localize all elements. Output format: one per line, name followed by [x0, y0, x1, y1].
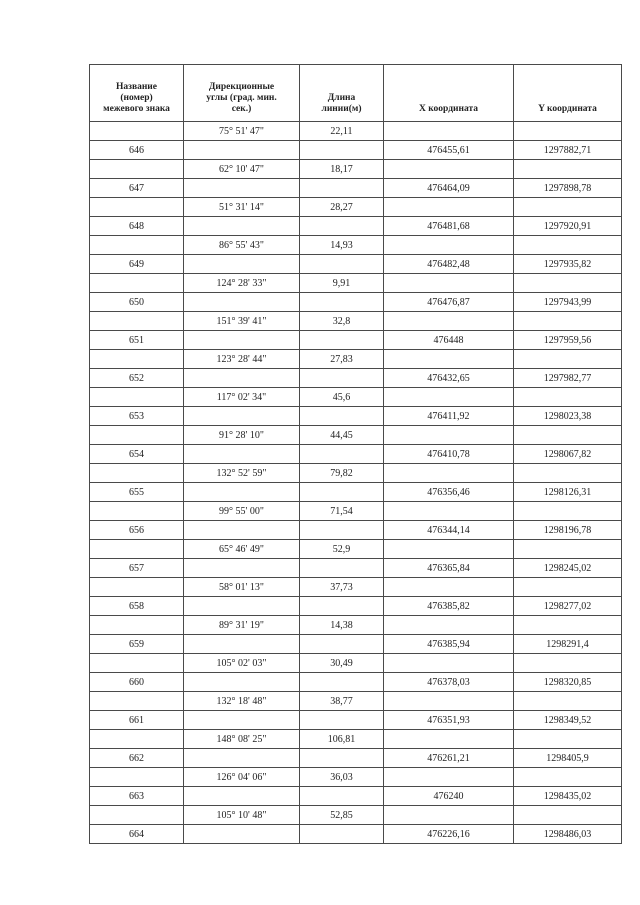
- segment-angle: 89° 31' 19": [184, 616, 300, 635]
- segment-y-cell: [514, 160, 622, 179]
- segment-row: [90, 274, 622, 293]
- point-row: [90, 331, 622, 350]
- point-x-coordinate: 476476,87: [384, 293, 514, 312]
- point-y-coordinate: 1298196,78: [514, 521, 622, 540]
- point-x-coordinate: 476455,61: [384, 141, 514, 160]
- point-mark-name: 649: [90, 255, 184, 274]
- point-mark-name: 650: [90, 293, 184, 312]
- segment-row: [90, 540, 622, 559]
- segment-name-cell: [90, 768, 184, 787]
- segment-row: [90, 616, 622, 635]
- segment-y-cell: [514, 730, 622, 749]
- segment-row: [90, 236, 622, 255]
- segment-name-cell: [90, 312, 184, 331]
- segment-y-cell: [514, 312, 622, 331]
- segment-x-cell: [384, 350, 514, 369]
- point-angle-cell: [184, 673, 300, 692]
- segment-row: [90, 350, 622, 369]
- segment-x-cell: [384, 502, 514, 521]
- point-angle-cell: [184, 787, 300, 806]
- segment-length: 45,6: [300, 388, 384, 407]
- segment-y-cell: [514, 464, 622, 483]
- point-length-cell: [300, 483, 384, 502]
- point-x-coordinate: 476356,46: [384, 483, 514, 502]
- point-angle-cell: [184, 711, 300, 730]
- point-x-coordinate: 476410,78: [384, 445, 514, 464]
- segment-name-cell: [90, 654, 184, 673]
- segment-y-cell: [514, 806, 622, 825]
- segment-name-cell: [90, 616, 184, 635]
- segment-row: [90, 312, 622, 331]
- segment-angle: 124° 28' 33": [184, 274, 300, 293]
- point-mark-name: 647: [90, 179, 184, 198]
- segment-length: 32,8: [300, 312, 384, 331]
- segment-name-cell: [90, 388, 184, 407]
- point-row: [90, 407, 622, 426]
- point-x-coordinate: 476432,65: [384, 369, 514, 388]
- point-length-cell: [300, 179, 384, 198]
- point-y-coordinate: 1297920,91: [514, 217, 622, 236]
- point-x-coordinate: 476385,82: [384, 597, 514, 616]
- segment-row: [90, 502, 622, 521]
- point-mark-name: 657: [90, 559, 184, 578]
- segment-row: [90, 122, 622, 141]
- segment-x-cell: [384, 160, 514, 179]
- segment-angle: 105° 10' 48": [184, 806, 300, 825]
- segment-x-cell: [384, 768, 514, 787]
- point-row: [90, 635, 622, 654]
- segment-y-cell: [514, 540, 622, 559]
- point-row: [90, 217, 622, 236]
- point-x-coordinate: 476261,21: [384, 749, 514, 768]
- point-angle-cell: [184, 825, 300, 844]
- segment-row: [90, 388, 622, 407]
- segment-name-cell: [90, 274, 184, 293]
- segment-x-cell: [384, 236, 514, 255]
- point-angle-cell: [184, 255, 300, 274]
- point-mark-name: 659: [90, 635, 184, 654]
- segment-x-cell: [384, 806, 514, 825]
- segment-x-cell: [384, 692, 514, 711]
- point-row: [90, 255, 622, 274]
- point-angle-cell: [184, 749, 300, 768]
- point-y-coordinate: 1297982,77: [514, 369, 622, 388]
- segment-angle: 123° 28' 44": [184, 350, 300, 369]
- segment-name-cell: [90, 806, 184, 825]
- segment-x-cell: [384, 388, 514, 407]
- point-length-cell: [300, 445, 384, 464]
- point-mark-name: 648: [90, 217, 184, 236]
- segment-length: 14,38: [300, 616, 384, 635]
- point-y-coordinate: 1297959,56: [514, 331, 622, 350]
- point-y-coordinate: 1298126,31: [514, 483, 622, 502]
- point-x-coordinate: 476481,68: [384, 217, 514, 236]
- point-x-coordinate: 476344,14: [384, 521, 514, 540]
- segment-length: 30,49: [300, 654, 384, 673]
- segment-length: 44,45: [300, 426, 384, 445]
- segment-y-cell: [514, 122, 622, 141]
- point-x-coordinate: 476226,16: [384, 825, 514, 844]
- point-mark-name: 663: [90, 787, 184, 806]
- point-mark-name: 652: [90, 369, 184, 388]
- point-length-cell: [300, 293, 384, 312]
- header-x-coordinate: X координата: [384, 65, 514, 122]
- segment-angle: 91° 28' 10": [184, 426, 300, 445]
- segment-length: 52,9: [300, 540, 384, 559]
- point-length-cell: [300, 255, 384, 274]
- segment-name-cell: [90, 464, 184, 483]
- point-angle-cell: [184, 521, 300, 540]
- segment-row: [90, 806, 622, 825]
- point-y-coordinate: 1298277,02: [514, 597, 622, 616]
- segment-name-cell: [90, 730, 184, 749]
- segment-length: 27,83: [300, 350, 384, 369]
- point-row: [90, 597, 622, 616]
- segment-length: 36,03: [300, 768, 384, 787]
- point-length-cell: [300, 521, 384, 540]
- segment-length: 38,77: [300, 692, 384, 711]
- segment-name-cell: [90, 426, 184, 445]
- point-length-cell: [300, 217, 384, 236]
- point-mark-name: 656: [90, 521, 184, 540]
- segment-row: [90, 730, 622, 749]
- segment-x-cell: [384, 730, 514, 749]
- point-length-cell: [300, 787, 384, 806]
- point-angle-cell: [184, 293, 300, 312]
- point-row: [90, 483, 622, 502]
- point-length-cell: [300, 369, 384, 388]
- segment-name-cell: [90, 502, 184, 521]
- point-angle-cell: [184, 217, 300, 236]
- point-length-cell: [300, 141, 384, 160]
- segment-y-cell: [514, 350, 622, 369]
- segment-x-cell: [384, 426, 514, 445]
- segment-row: [90, 464, 622, 483]
- point-row: [90, 825, 622, 844]
- point-length-cell: [300, 749, 384, 768]
- point-angle-cell: [184, 369, 300, 388]
- segment-x-cell: [384, 464, 514, 483]
- segment-x-cell: [384, 274, 514, 293]
- segment-length: 37,73: [300, 578, 384, 597]
- point-mark-name: 655: [90, 483, 184, 502]
- segment-x-cell: [384, 616, 514, 635]
- point-y-coordinate: 1297898,78: [514, 179, 622, 198]
- point-x-coordinate: 476378,03: [384, 673, 514, 692]
- segment-name-cell: [90, 236, 184, 255]
- point-x-coordinate: 476464,09: [384, 179, 514, 198]
- point-y-coordinate: 1297882,71: [514, 141, 622, 160]
- segment-x-cell: [384, 578, 514, 597]
- point-y-coordinate: 1297935,82: [514, 255, 622, 274]
- segment-angle: 65° 46' 49": [184, 540, 300, 559]
- point-mark-name: 646: [90, 141, 184, 160]
- segment-angle: 75° 51' 47": [184, 122, 300, 141]
- point-row: [90, 559, 622, 578]
- point-x-coordinate: 476385,94: [384, 635, 514, 654]
- point-row: [90, 711, 622, 730]
- segment-angle: 148° 08' 25": [184, 730, 300, 749]
- point-x-coordinate: 476240: [384, 787, 514, 806]
- segment-row: [90, 654, 622, 673]
- segment-length: 14,93: [300, 236, 384, 255]
- segment-x-cell: [384, 122, 514, 141]
- point-mark-name: 662: [90, 749, 184, 768]
- segment-row: [90, 160, 622, 179]
- segment-length: 22,11: [300, 122, 384, 141]
- point-mark-name: 661: [90, 711, 184, 730]
- point-length-cell: [300, 711, 384, 730]
- header-row: [90, 65, 622, 122]
- point-x-coordinate: 476411,92: [384, 407, 514, 426]
- point-x-coordinate: 476482,48: [384, 255, 514, 274]
- segment-row: [90, 768, 622, 787]
- point-angle-cell: [184, 445, 300, 464]
- point-x-coordinate: 476448: [384, 331, 514, 350]
- segment-angle: 58° 01' 13": [184, 578, 300, 597]
- point-length-cell: [300, 825, 384, 844]
- segment-y-cell: [514, 616, 622, 635]
- point-angle-cell: [184, 597, 300, 616]
- point-length-cell: [300, 559, 384, 578]
- segment-angle: 51° 31' 14": [184, 198, 300, 217]
- point-length-cell: [300, 635, 384, 654]
- segment-row: [90, 198, 622, 217]
- header-angle: Дирекционные углы (град. мин. сек.): [184, 65, 300, 122]
- point-mark-name: 660: [90, 673, 184, 692]
- point-angle-cell: [184, 141, 300, 160]
- point-angle-cell: [184, 559, 300, 578]
- segment-y-cell: [514, 198, 622, 217]
- point-y-coordinate: 1297943,99: [514, 293, 622, 312]
- point-row: [90, 293, 622, 312]
- segment-angle: 86° 55' 43": [184, 236, 300, 255]
- segment-angle: 99° 55' 00": [184, 502, 300, 521]
- point-y-coordinate: 1298349,52: [514, 711, 622, 730]
- segment-y-cell: [514, 274, 622, 293]
- point-row: [90, 445, 622, 464]
- segment-angle: 62° 10' 47": [184, 160, 300, 179]
- point-x-coordinate: 476365,84: [384, 559, 514, 578]
- point-y-coordinate: 1298486,03: [514, 825, 622, 844]
- point-length-cell: [300, 597, 384, 616]
- header-length: Длина линии(м): [300, 65, 384, 122]
- segment-y-cell: [514, 768, 622, 787]
- segment-length: 18,17: [300, 160, 384, 179]
- coordinates-table: [89, 64, 622, 844]
- segment-angle: 132° 52' 59": [184, 464, 300, 483]
- segment-y-cell: [514, 388, 622, 407]
- segment-y-cell: [514, 426, 622, 445]
- point-length-cell: [300, 331, 384, 350]
- point-length-cell: [300, 673, 384, 692]
- segment-angle: 126° 04' 06": [184, 768, 300, 787]
- point-mark-name: 654: [90, 445, 184, 464]
- segment-angle: 132° 18' 48": [184, 692, 300, 711]
- point-row: [90, 749, 622, 768]
- point-row: [90, 369, 622, 388]
- point-y-coordinate: 1298405,9: [514, 749, 622, 768]
- point-mark-name: 658: [90, 597, 184, 616]
- header-mark-name: Название (номер) межевого знака: [90, 65, 184, 122]
- segment-name-cell: [90, 350, 184, 369]
- segment-y-cell: [514, 236, 622, 255]
- point-x-coordinate: 476351,93: [384, 711, 514, 730]
- segment-name-cell: [90, 692, 184, 711]
- header-y-coordinate: Y координата: [514, 65, 622, 122]
- point-row: [90, 179, 622, 198]
- point-mark-name: 651: [90, 331, 184, 350]
- point-y-coordinate: 1298245,02: [514, 559, 622, 578]
- segment-y-cell: [514, 654, 622, 673]
- segment-angle: 105° 02' 03": [184, 654, 300, 673]
- point-y-coordinate: 1298435,02: [514, 787, 622, 806]
- segment-length: 71,54: [300, 502, 384, 521]
- point-y-coordinate: 1298291,4: [514, 635, 622, 654]
- segment-length: 28,27: [300, 198, 384, 217]
- point-mark-name: 664: [90, 825, 184, 844]
- segment-length: 9,91: [300, 274, 384, 293]
- point-angle-cell: [184, 635, 300, 654]
- segment-length: 106,81: [300, 730, 384, 749]
- segment-name-cell: [90, 540, 184, 559]
- segment-length: 52,85: [300, 806, 384, 825]
- segment-y-cell: [514, 502, 622, 521]
- segment-y-cell: [514, 692, 622, 711]
- point-angle-cell: [184, 407, 300, 426]
- point-row: [90, 787, 622, 806]
- point-angle-cell: [184, 179, 300, 198]
- segment-name-cell: [90, 160, 184, 179]
- point-angle-cell: [184, 331, 300, 350]
- segment-x-cell: [384, 198, 514, 217]
- segment-y-cell: [514, 578, 622, 597]
- point-y-coordinate: 1298023,38: [514, 407, 622, 426]
- point-length-cell: [300, 407, 384, 426]
- point-y-coordinate: 1298320,85: [514, 673, 622, 692]
- point-row: [90, 141, 622, 160]
- segment-x-cell: [384, 540, 514, 559]
- point-angle-cell: [184, 483, 300, 502]
- segment-row: [90, 692, 622, 711]
- segment-x-cell: [384, 312, 514, 331]
- point-row: [90, 673, 622, 692]
- segment-x-cell: [384, 654, 514, 673]
- segment-angle: 117° 02' 34": [184, 388, 300, 407]
- point-row: [90, 521, 622, 540]
- segment-row: [90, 426, 622, 445]
- segment-name-cell: [90, 578, 184, 597]
- segment-row: [90, 578, 622, 597]
- segment-length: 79,82: [300, 464, 384, 483]
- segment-angle: 151° 39' 41": [184, 312, 300, 331]
- segment-name-cell: [90, 122, 184, 141]
- point-y-coordinate: 1298067,82: [514, 445, 622, 464]
- point-mark-name: 653: [90, 407, 184, 426]
- segment-name-cell: [90, 198, 184, 217]
